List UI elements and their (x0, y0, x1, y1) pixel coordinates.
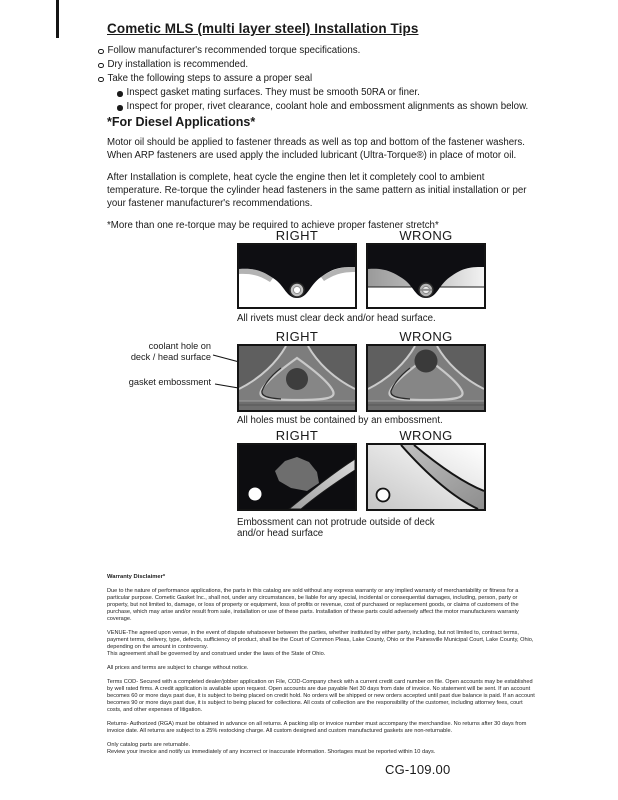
dot-bullet-icon (117, 91, 123, 97)
annotation-text: gasket embossment (128, 377, 211, 387)
sub-list-item (117, 100, 558, 114)
caption-line: Embossment can not protrude outside of deck (237, 517, 435, 528)
legal-paragraph: Due to the nature of performance applications, the parts in this catalog are sold without any express warranty or any implied warranty of merchantability or fitness for a particular purpose. Cometic Gasket Inc., shall not, under any circumstances, be liable for any special, incidental or consequential damages, including, person, party or property, but not limited to, damage, or loss of property or equipment, loss of profits or revenue, cost of purchased or replacement goods, or claims of customers of the purchase, which may arise and/or result from sale, installation or use of these parts. Installation of these parts could adversely affect the motor manufacturers warranty coverage. (107, 588, 519, 622)
row3-caption (237, 517, 435, 539)
coolant-hole-right-illustration (239, 346, 355, 410)
legal-paragraph: Only catalog parts are returnable. (107, 742, 191, 748)
dot-bullet-icon (117, 105, 123, 111)
legal-paragraph: Review your invoice and notify us immediately of any incorrect or inaccurate information. Shortages must be reported within 10 days. (107, 749, 436, 755)
retorque-note: *More than one re-torque may be required to achieve proper fastener stretch* (107, 220, 439, 231)
gasket-rivet-wrong-illustration (368, 245, 484, 307)
installation-tips-list (98, 44, 558, 114)
circle-bullet-icon (98, 77, 104, 83)
list-item-text: Inspect for proper, rivet clearance, coolant hole and embossment alignments as shown below. (126, 101, 529, 112)
right-label: RIGHT (275, 329, 319, 344)
protrusion-right-diagram (237, 443, 357, 511)
list-item-text: Inspect gasket mating surfaces. They must be smooth 50RA or finer. (126, 87, 420, 98)
embossment-right-diagram (237, 344, 357, 412)
paragraph: Motor oil should be applied to fastener threads as well as top and bottom of the fastener washers. When ARP fasteners are used apply the included lubricant (Ultra-Torque®) in place of motor oil. (107, 137, 525, 161)
page-title: Cometic MLS (multi layer steel) Installation Tips (107, 21, 419, 36)
rivet-clearance-wrong-diagram (366, 243, 486, 309)
page-edge-mark (56, 0, 59, 38)
caption-line: and/or head surface (237, 528, 324, 539)
row2-caption: All holes must be contained by an embossment. (237, 415, 443, 426)
circle-bullet-icon (98, 49, 104, 55)
section-heading: *For Diesel Applications* (107, 115, 256, 129)
warranty-heading: Warranty Disclaimer* (107, 574, 166, 580)
annotation-text: coolant hole on (148, 341, 211, 351)
protrusion-wrong-diagram (366, 443, 486, 511)
wrong-label: WRONG (399, 428, 453, 443)
list-item (98, 44, 558, 58)
deck-protrusion-right-illustration (239, 445, 355, 509)
gasket-embossment-annotation (95, 377, 211, 388)
page-number-code: CG-109.00 (385, 762, 451, 777)
legal-paragraph: Terms COD- Secured with a completed dealer/jobber application on File, COD-Company check with a current credit card number on file. Open accounts may be established by well rated firms. A credit application is available upon request. Open accounts are due payable Net 30 days from date of invoice. No statement will be sent. If an account becomes 60 or more days past due, it is subject to being placed on credit hold. No orders will be shipped or new orders accepted until past due balance is paid. If an account becomes 90 or more days past due, it is subject to being placed for collections. All costs of collection are the responsibility of the customer, including attorney fees, court costs, and other expenses of litigation. (107, 679, 535, 713)
coolant-hole-annotation (95, 341, 211, 362)
list-item-text: Dry installation is recommended. (107, 59, 249, 70)
list-item-text: Take the following steps to assure a proper seal (107, 73, 313, 84)
row1-caption: All rivets must clear deck and/or head surface. (237, 313, 436, 324)
paragraph: After Installation is complete, heat cycle the engine then let it completely cool to ambient temperature. Re-torque the cylinder head fasteners in the same pattern as initial installation or per your fastener manufacturer's recommendations. (107, 172, 527, 209)
gasket-rivet-right-illustration (239, 245, 355, 307)
annotation-text: deck / head surface (130, 351, 211, 362)
right-label: RIGHT (275, 428, 319, 443)
coolant-hole-wrong-illustration (368, 346, 484, 410)
legal-paragraph: Returns- Authorized (RGA) must be obtained in advance on all returns. A packing slip or invoice number must accompany the merchandise. No returns after 30 days from invoice date. All returns are subject to a 25% restocking charge. All custom designed and custom manufactured gaskets are non-returnable. (107, 721, 527, 734)
list-item (98, 58, 558, 72)
embossment-wrong-diagram (366, 344, 486, 412)
warranty-disclaimer-section (107, 574, 535, 763)
legal-paragraph: This agreement shall be governed by and construed under the laws of the State of Ohio. (107, 651, 326, 657)
rivet-clearance-right-diagram (237, 243, 357, 309)
right-label: RIGHT (275, 228, 319, 243)
list-item (98, 72, 558, 86)
legal-paragraph: VENUE-The agreed upon venue, in the event of dispute whatsoever between the parties, whether instituted by either party, including, but not limited to, contract terms, payment terms, delivery, type, defects, sufficiency of product, shall be the Court of Common Pleas, Lake County, Ohio or the Painesville Municipal Court, Lake County, Ohio, depending on the amount in controversy. (107, 630, 534, 650)
deck-protrusion-wrong-illustration (368, 445, 484, 509)
wrong-label: WRONG (399, 329, 453, 344)
wrong-label: WRONG (399, 228, 453, 243)
circle-bullet-icon (98, 63, 104, 69)
list-item-text: Follow manufacturer's recommended torque specifications. (107, 45, 361, 56)
diesel-applications-section (107, 116, 541, 232)
legal-paragraph: All prices and terms are subject to change without notice. (107, 665, 249, 671)
sub-list-item (117, 86, 558, 100)
